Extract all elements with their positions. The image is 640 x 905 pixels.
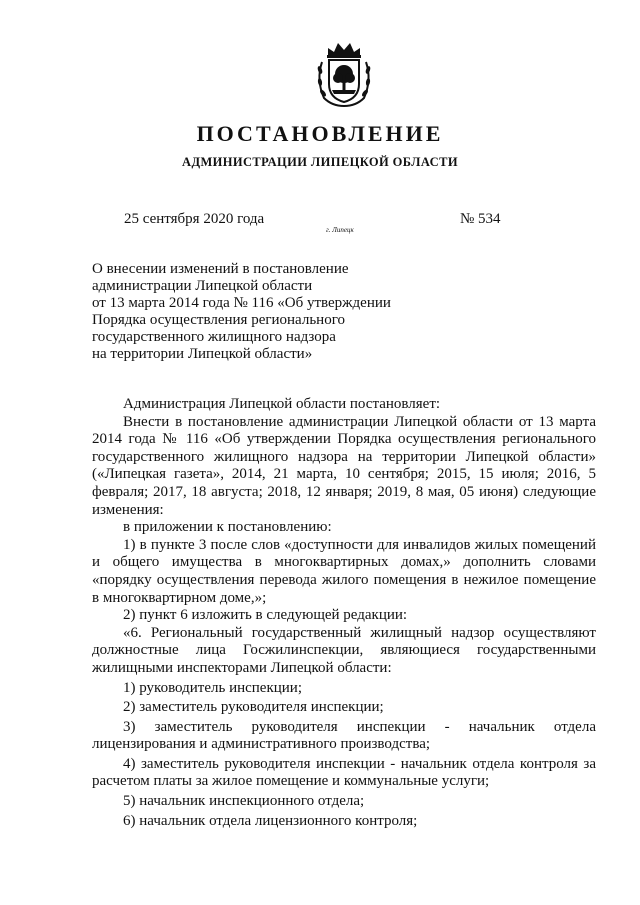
document-date: 25 сентября 2020 года xyxy=(124,211,265,227)
paragraph: 2) пункт 6 изложить в следующей редакции: xyxy=(123,607,408,624)
list-item: 6) начальник отдела лицензионного контроля; xyxy=(123,812,418,829)
document-subtitle: АДМИНИСТРАЦИИ ЛИПЕЦКОЙ ОБЛАСТИ xyxy=(182,155,458,169)
list-item: 3) заместитель руководителя инспекции - начальник отдела лицензирования и административного производства; xyxy=(92,718,596,753)
document-number: № 534 xyxy=(460,211,501,227)
paragraph: Администрация Липецкой области постановляет: xyxy=(123,396,441,412)
document-title: ПОСТАНОВЛЕНИЕ xyxy=(196,121,444,146)
document-city: г. Липецк xyxy=(326,226,354,234)
paragraph: «6. Региональный государственный жилищный надзор осуществляют должностные лица Госжилинспекции, являющиеся государственными жилищными инспекторами Липецкой области: xyxy=(92,624,596,676)
list-item: 4) заместитель руководителя инспекции - начальник отдела контроля за расчетом платы за жилое помещение и коммунальные услуги; xyxy=(92,755,596,790)
paragraph: в приложении к постановлению: xyxy=(123,519,332,536)
list-item: 5) начальник инспекционного отдела; xyxy=(123,793,365,810)
coat-of-arms-emblem xyxy=(314,40,374,108)
document-body xyxy=(92,396,596,830)
list-item: 2) заместитель руководителя инспекции; xyxy=(123,699,384,716)
paragraph: Внести в постановление администрации Липецкой области от 13 марта 2014 года № 116 «Об утверждении Порядка осуществления регионального государственного жилищного надзора на территории Липецкой области» («Липецкая газета», 2014, 21 марта, 10 сентября; 2015, 15 июля; 2016, 5 февраля; 2017, 18 августа; 2018, 12 января; 2019, 8 мая, 05 июня) следующие изменения: xyxy=(92,413,596,518)
list-item: 1) руководитель инспекции; xyxy=(123,679,303,696)
coat-of-arms-icon xyxy=(314,40,374,108)
paragraph: 1) в пункте 3 после слов «доступности для инвалидов жилых помещений и общего имущества в многоквартирных домах,» дополнить словами «порядку осуществления перевода жилого помещения в нежилое помещение в многоквартирном доме,»; xyxy=(92,536,596,606)
document-heading: О внесении изменений в постановление администрации Липецкой области от 13 марта 2014 года № 116 «Об утверждении Порядка осуществления регионального государственного жилищного надзора на территории Липецкой области» xyxy=(92,261,391,362)
